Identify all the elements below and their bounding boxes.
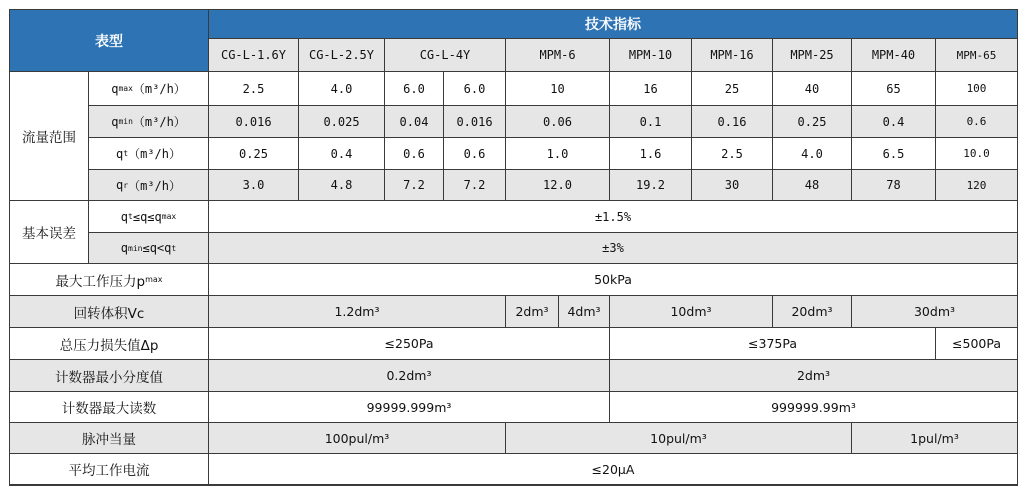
flow-param-label [89,138,209,170]
error-value: ±1.5% [209,201,1018,233]
subscript: min [118,117,133,126]
flow-param-label [89,170,209,201]
flow-value: 0.4 [299,138,385,170]
cyclic-volume-value: 20dm³ [773,296,852,328]
subscript: max [161,212,177,221]
flow-value: 4.0 [299,72,385,106]
subscript: max [145,275,163,284]
flow-value: 4.8 [299,170,385,201]
max-pressure-label [10,264,209,296]
unit: （m³/h） [132,82,186,96]
flow-value: 65 [852,72,936,106]
symbol: q [120,241,129,255]
flow-value: 0.016 [444,106,506,138]
model-header: MPM-65 [936,39,1018,72]
flow-value: 3.0 [209,170,299,201]
max-pressure-value: 50kPa [209,264,1018,296]
flow-value: 6.5 [852,138,936,170]
pulse-equivalent-label: 脉冲当量 [10,423,209,454]
symbol: q [116,178,124,192]
subscript: t [128,212,133,221]
flow-value: 2.5 [209,72,299,106]
label-text: 最大工作压力p [55,273,146,290]
min-division-label: 计数器最小分度值 [10,360,209,392]
subscript: t [123,149,129,158]
flow-value: 0.25 [209,138,299,170]
symbol: q [120,209,129,224]
max-reading-value: 99999.999m³ [209,392,610,423]
flow-value: 25 [692,72,773,106]
flow-value: 0.6 [444,138,506,170]
model-header: MPM-10 [610,39,692,72]
unit: （m³/h） [132,115,186,129]
cyclic-volume-value: 10dm³ [610,296,773,328]
flow-value: 4.0 [773,138,852,170]
pulse-equivalent-value: 100pul/m³ [209,423,506,454]
flow-value: 19.2 [610,170,692,201]
flow-value: 30 [692,170,773,201]
cyclic-volume-value: 2dm³ [506,296,559,328]
pulse-equivalent-value: 1pul/m³ [852,423,1018,454]
error-value: ±3% [209,233,1018,264]
flow-value: 120 [936,170,1018,201]
flow-value: 0.25 [773,106,852,138]
flow-value: 10 [506,72,610,106]
cyclic-volume-value: 30dm³ [852,296,1018,328]
error-condition [89,201,209,233]
subscript: max [118,84,133,93]
model-header: CG-L-1.6Y [209,39,299,72]
subscript: min [128,243,143,253]
flow-value: 10.0 [936,138,1018,170]
flow-value: 78 [852,170,936,201]
flow-value: 6.0 [444,72,506,106]
flow-value: 0.6 [385,138,444,170]
model-header: CG-L-2.5Y [299,39,385,72]
flow-value: 0.06 [506,106,610,138]
flow-value: 0.1 [610,106,692,138]
model-header: CG-L-4Y [385,39,506,72]
unit: （m³/h） [128,147,181,161]
symbol: q [164,241,172,255]
flow-value: 0.16 [692,106,773,138]
pulse-equivalent-value: 10pul/m³ [506,423,852,454]
spec-table [9,9,1018,486]
pressure-loss-value: ≤500Pa [936,328,1018,360]
min-division-value: 0.2dm³ [209,360,610,392]
flow-value: 0.025 [299,106,385,138]
flow-value: 1.0 [506,138,610,170]
flow-value: 1.6 [610,138,692,170]
flow-value: 0.016 [209,106,299,138]
type-header: 表型 [10,10,209,72]
flow-value: 0.04 [385,106,444,138]
flow-param-label [89,106,209,138]
max-reading-value: 999999.99m³ [610,392,1018,423]
pressure-loss-value: ≤375Pa [610,328,936,360]
symbol: q [116,146,124,161]
basic-error-label: 基本误差 [10,201,89,264]
operator: ≤q< [142,241,165,255]
flow-value: 0.6 [936,106,1018,138]
unit: （m³/h） [128,178,181,193]
operator: ≤q≤ [132,209,155,224]
flow-value: 40 [773,72,852,106]
avg-current-label: 平均工作电流 [10,454,209,485]
symbol: q [111,114,119,129]
flow-value: 6.0 [385,72,444,106]
flow-value: 7.2 [444,170,506,201]
flow-value: 48 [773,170,852,201]
flow-value: 16 [610,72,692,106]
error-condition [89,233,209,264]
cyclic-volume-value: 1.2dm³ [209,296,506,328]
pressure-loss-label: 总压力损失值Δp [10,328,209,360]
flow-range-label: 流量范围 [10,72,89,201]
symbol: q [154,209,162,224]
model-header: MPM-16 [692,39,773,72]
flow-param-label [89,72,209,106]
cyclic-volume-label: 回转体积Vc [10,296,209,328]
spec-header: 技术指标 [209,10,1018,39]
model-header: MPM-40 [852,39,936,72]
flow-value: 0.4 [852,106,936,138]
model-header: MPM-6 [506,39,610,72]
max-reading-label: 计数器最大读数 [10,392,209,423]
avg-current-value: ≤20μA [209,454,1018,485]
flow-value: 100 [936,72,1018,106]
pressure-loss-value: ≤250Pa [209,328,610,360]
model-header: MPM-25 [773,39,852,72]
cyclic-volume-value: 4dm³ [559,296,610,328]
flow-value: 12.0 [506,170,610,201]
subscript: r [123,180,129,190]
flow-value: 2.5 [692,138,773,170]
flow-value: 7.2 [385,170,444,201]
subscript: t [171,243,177,253]
symbol: q [111,81,119,96]
min-division-value: 2dm³ [610,360,1018,392]
